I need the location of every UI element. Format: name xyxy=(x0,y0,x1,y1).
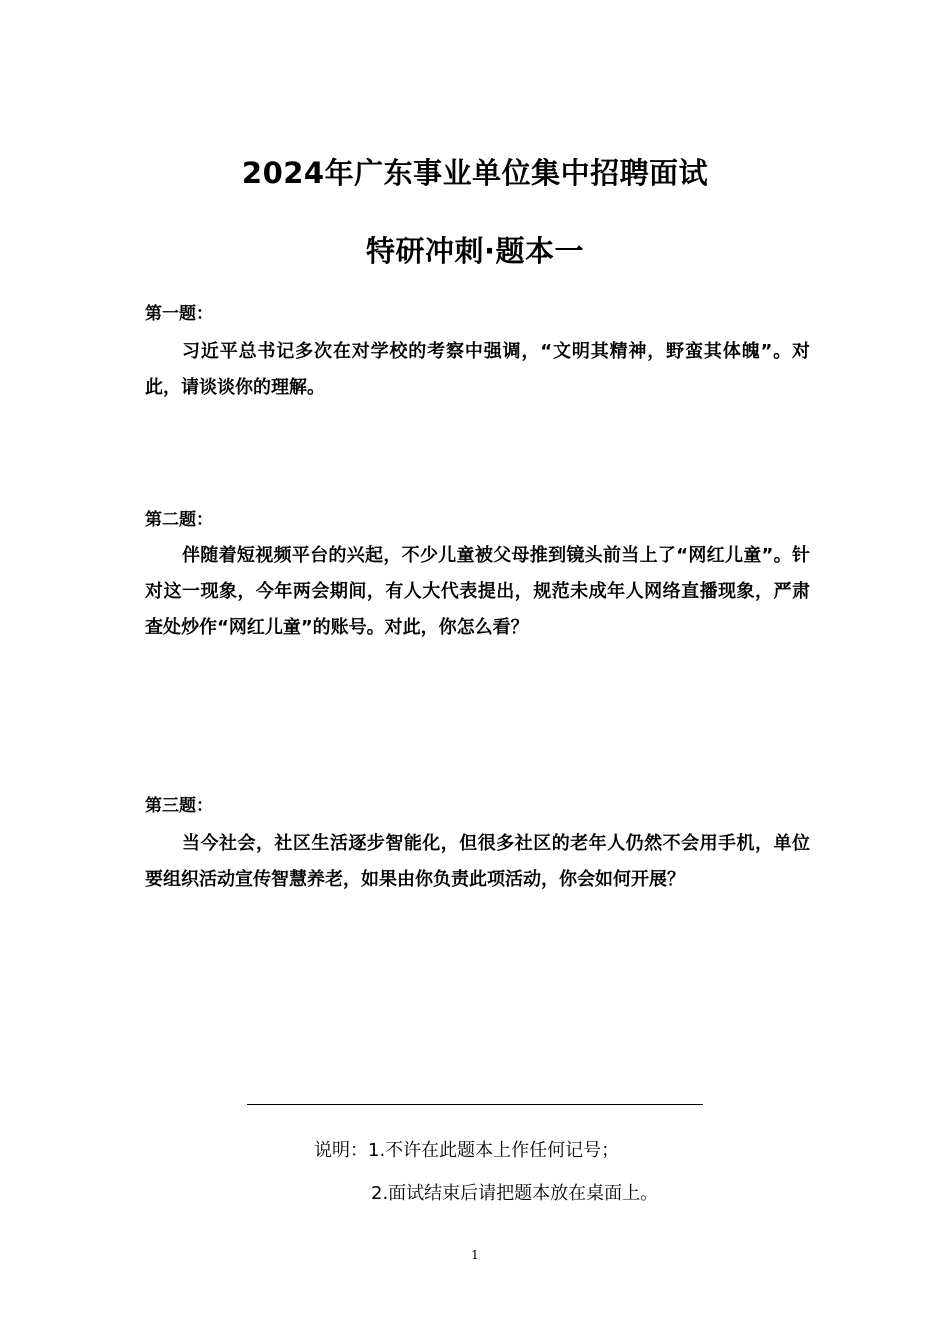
note-line-2: 2.面试结束后请把题本放在桌面上。 xyxy=(371,1183,659,1204)
question-2-text: 伴随着短视频平台的兴起，不少儿童被父母推到镜头前当上了“网红儿童”。针对这一现象，今年两会期间，有人大代表提出，规范未成年人网络直播现象，严肃查处炒作“网红儿童”的账号。对此，你怎么看？ xyxy=(145,545,810,638)
question-3-label: 第三题： xyxy=(145,796,213,816)
document-title: 2024年广东事业单位集中招聘面试 xyxy=(241,156,709,190)
note-line-1: 说明：1.不许在此题本上作任何记号； xyxy=(314,1140,620,1161)
question-1-text: 习近平总书记多次在对学校的考察中强调，“文明其精神，野蛮其体魄”。对此，请谈谈你的理解。 xyxy=(145,341,810,398)
page-number: 1 xyxy=(471,1248,479,1262)
question-2-label: 第二题： xyxy=(145,510,213,530)
divider-line xyxy=(247,1104,703,1105)
question-1-label: 第一题： xyxy=(145,304,213,324)
question-3-text: 当今社会，社区生活逐步智能化，但很多社区的老年人仍然不会用手机，单位要组织活动宣传智慧养老，如果由你负责此项活动，你会如何开展？ xyxy=(145,833,810,890)
document-subtitle: 特研冲刺·题本一 xyxy=(365,234,585,268)
